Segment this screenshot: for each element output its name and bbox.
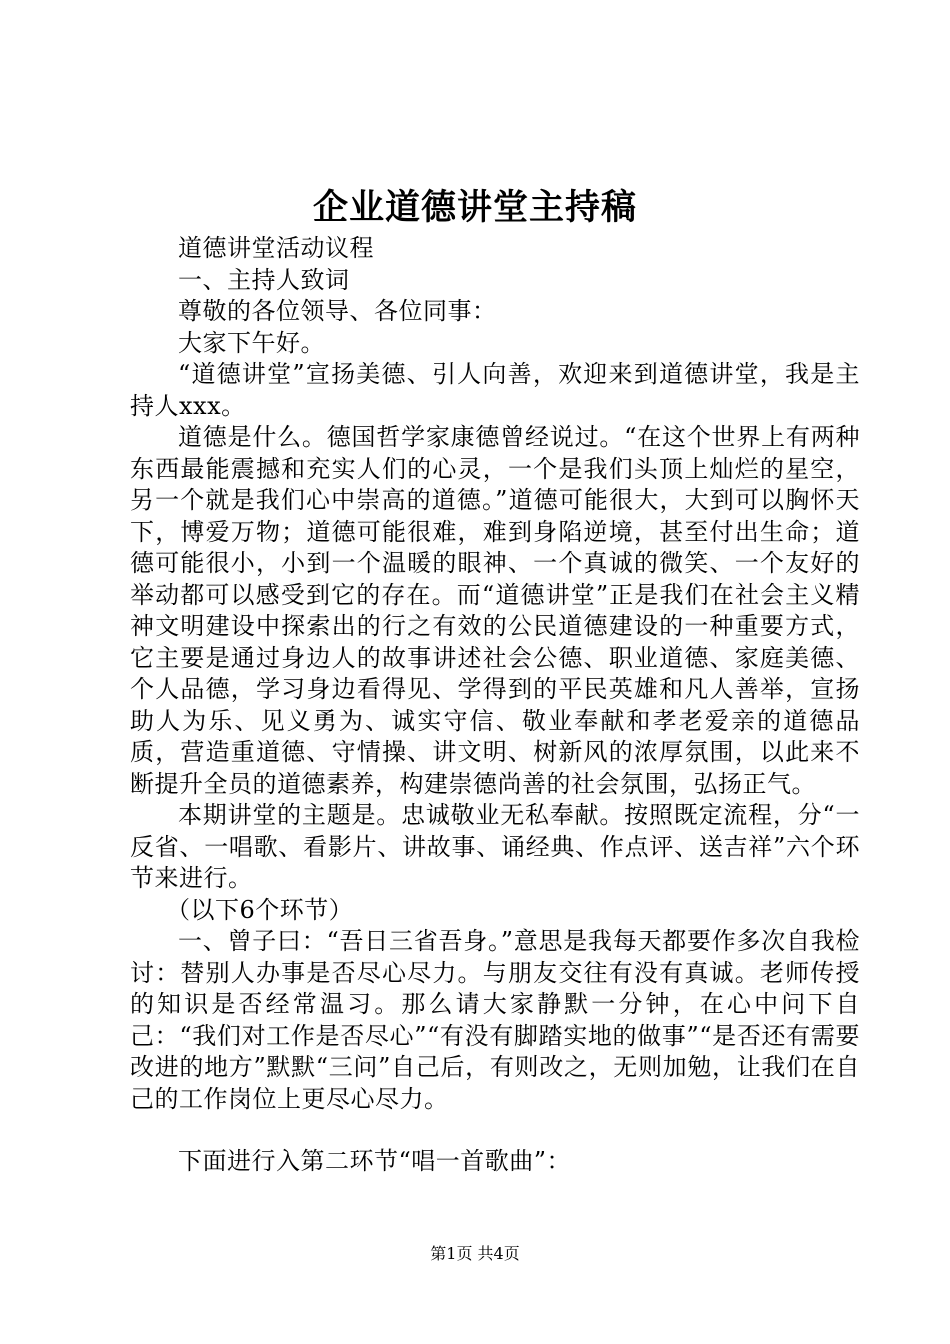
paragraph-what-is-morality: 道德是什么。德国哲学家康德曾经说过。“在这个世界上有两种东西最能震撼和充实人们的心灵，一个是我们头顶上灿烂的星空，另一个就是我们心中崇高的道德。”道德可能很大，大到可以胸怀天下，博爱万物；道德可能很难，难到身陷逆境，甚至付出生命；道德可能很小，小到一个温暖的眼神、一个真诚的微笑、一个友好的举动都可以感受到它的存在。而“道德讲堂”正是我们在社会主义精神文明建设中探索出的行之有效的公民道德建设的一种重要方式，它主要是通过身边人的故事讲述社会公德、职业道德、家庭美德、个人品德，学习身边看得见、学得到的平民英雄和凡人善举，宣扬助人为乐、见义勇为、诚实守信、敬业奉献和孝老爱亲的道德品质，营造重道德、守情操、讲文明、树新风的浓厚氛围，以此来不断提升全员的道德素养，构建崇德尚善的社会氛围，弘扬正气。 bbox=[130, 423, 860, 798]
page-footer: 第1页 共4页 bbox=[430, 1244, 520, 1263]
paragraph-welcome: “道德讲堂”宣扬美德、引人向善，欢迎来到道德讲堂，我是主持人xxx。 bbox=[130, 360, 860, 420]
agenda-heading: 道德讲堂活动议程 bbox=[178, 234, 374, 262]
document-body bbox=[130, 233, 860, 1178]
paragraph-six-sections-note: （以下6个环节） bbox=[166, 895, 354, 924]
section-heading-host-speech: 一、主持人致词 bbox=[178, 265, 350, 294]
greeting: 大家下午好。 bbox=[178, 328, 325, 357]
salutation: 尊敬的各位领导、各位同事： bbox=[178, 297, 497, 325]
paragraph-next-section: 下面进行入第二环节“唱一首歌曲”： bbox=[178, 1147, 572, 1175]
paragraph-reflection: 一、曾子曰：“吾日三省吾身。”意思是我每天都要作多次自我检讨：替别人办事是否尽心尽力。与朋友交往有没有真诚。老师传授的知识是否经常温习。那么请大家静默一分钟，在心中问下自己：“我们对工作是否尽心”“有没有脚踏实地的做事”“是否还有需要改进的地方”默默“三问”自己后，有则改之，无则加勉，让我们在自己的工作岗位上更尽心尽力。 bbox=[130, 927, 860, 1113]
document-title: 企业道德讲堂主持稿 bbox=[312, 187, 637, 228]
paragraph-theme: 本期讲堂的主题是。忠诚敬业无私奉献。按照既定流程，分“一反省、一唱歌、看影片、讲故事、诵经典、作点评、送吉祥”六个环节来进行。 bbox=[130, 801, 860, 892]
